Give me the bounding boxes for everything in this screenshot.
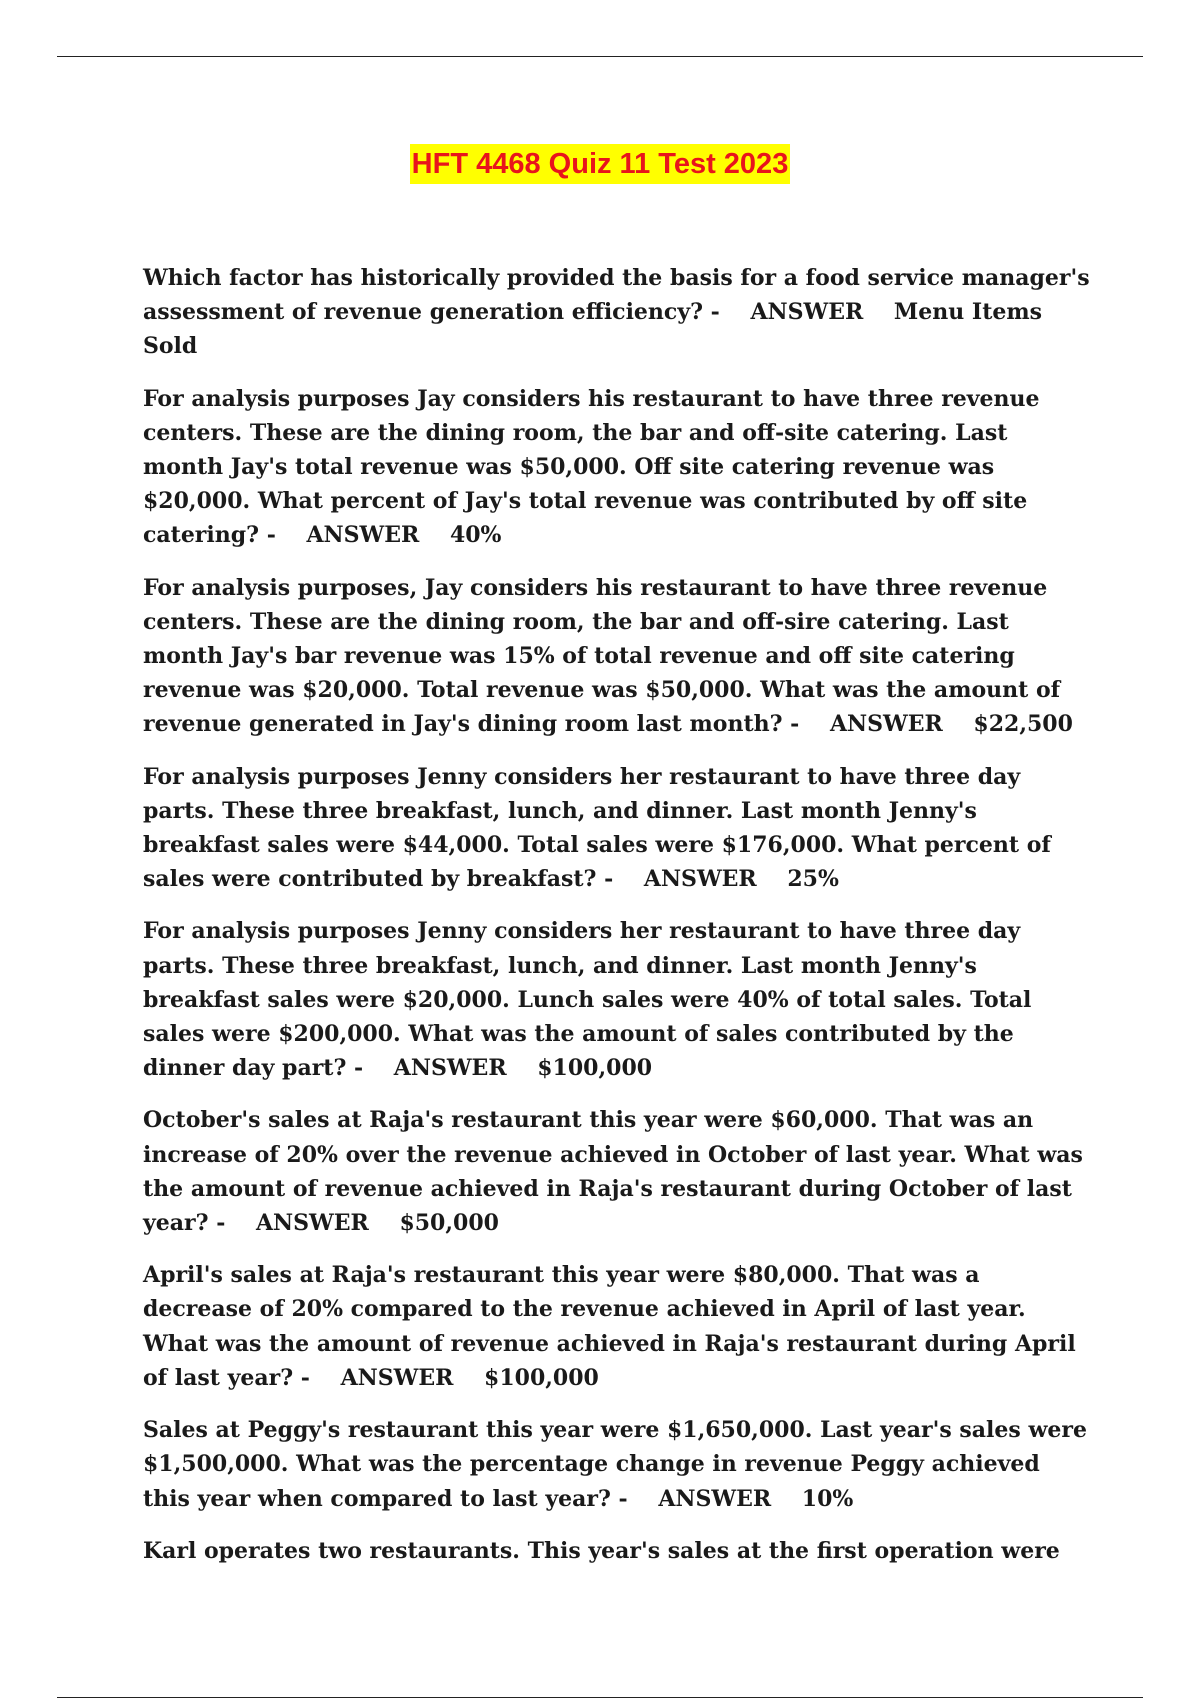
answer-label: ANSWER bbox=[340, 1364, 454, 1391]
separator: - bbox=[293, 1364, 318, 1391]
answer-label: ANSWER bbox=[393, 1055, 507, 1082]
title-container bbox=[0, 144, 1200, 184]
answer-label: ANSWER bbox=[643, 866, 757, 893]
qa-item bbox=[143, 571, 1093, 742]
question-text: For analysis purposes Jenny considers her restaurant to have three day parts. These three breakfast, lunch, and dinner. Last month Jenny's breakfast sales were $44,000. Total sales were $176,000. What percent of sales were contributed by breakfast? bbox=[143, 763, 1051, 893]
answer-text: $100,000 bbox=[484, 1364, 599, 1391]
answer-label: ANSWER bbox=[306, 522, 420, 549]
answer-text: $50,000 bbox=[399, 1210, 499, 1237]
answer-text: 25% bbox=[787, 866, 839, 893]
qa-item bbox=[143, 1258, 1093, 1395]
answer-text: Menu Items Sold bbox=[143, 299, 1043, 360]
document-title: HFT 4468 Quiz 11 Test 2023 bbox=[410, 144, 791, 184]
answer-label: ANSWER bbox=[255, 1210, 369, 1237]
top-rule bbox=[57, 56, 1143, 57]
answer-label: ANSWER bbox=[829, 711, 943, 738]
separator: - bbox=[610, 1485, 636, 1512]
separator: - bbox=[782, 711, 807, 738]
answer-text: $100,000 bbox=[537, 1055, 653, 1082]
question-text: April's sales at Raja's restaurant this year were $80,000. That was a decrease of 20% compared to the revenue achieved in April of last year. What was the amount of revenue achieved in Raja's restaurant during April of last year? bbox=[143, 1262, 1076, 1391]
qa-item bbox=[143, 914, 1093, 1085]
question-text: For analysis purposes Jenny considers her restaurant to have three day parts. These three breakfast, lunch, and dinner. Last month Jenny's breakfast sales were $20,000. Lunch sales were 40% of total sales. Total sales were $200,000. What was the amount of sales contributed by the dinner day part? bbox=[143, 918, 1032, 1082]
qa-item bbox=[143, 261, 1093, 364]
qa-item bbox=[143, 382, 1093, 553]
question-text: October's sales at Raja's restaurant this year were $60,000. That was an increase of 20% over the revenue achieved in October of last year. What was the amount of revenue achieved in Raja's restaurant during October of last year? bbox=[143, 1107, 1083, 1237]
separator: - bbox=[346, 1055, 371, 1082]
question-text: For analysis purposes Jay considers his restaurant to have three revenue centers. These are the dining room, the bar and off-site catering. Last month Jay's total revenue was $50,000. Off site catering revenue was $20,000. What percent of Jay's total revenue was contributed by off site catering? bbox=[143, 385, 1040, 549]
separator: - bbox=[259, 522, 284, 549]
qa-item bbox=[143, 760, 1093, 897]
answer-text: $22,500 bbox=[973, 711, 1073, 738]
answer-text: 40% bbox=[449, 522, 502, 549]
trailing-paragraph bbox=[143, 1534, 1093, 1568]
separator: - bbox=[208, 1210, 233, 1237]
answer-label: ANSWER bbox=[750, 299, 864, 326]
trailing-text: Karl operates two restaurants. This year's sales at the first operation were bbox=[143, 1537, 1060, 1564]
bottom-rule bbox=[57, 1697, 1143, 1698]
question-text: For analysis purposes, Jay considers his restaurant to have three revenue centers. These are the dining room, the bar and off-sire catering. Last month Jay's bar revenue was 15% of total revenue and off site catering revenue was $20,000. Total revenue was $50,000. What was the amount of revenue generated in Jay's dining room last month? bbox=[143, 574, 1061, 738]
separator: - bbox=[596, 866, 621, 893]
quiz-content bbox=[143, 261, 1093, 1586]
answer-label: ANSWER bbox=[658, 1485, 772, 1512]
answer-text: 10% bbox=[801, 1485, 854, 1512]
qa-item bbox=[143, 1413, 1093, 1516]
separator: - bbox=[703, 299, 728, 326]
question-text: Which factor has historically provided the basis for a food service manager's assessment of revenue generation efficiency? bbox=[143, 265, 1090, 326]
qa-item bbox=[143, 1103, 1093, 1240]
question-text: Sales at Peggy's restaurant this year were $1,650,000. Last year's sales were $1,500,000. What was the percentage change in revenue Peggy achieved this year when compared to last year? bbox=[143, 1417, 1087, 1512]
